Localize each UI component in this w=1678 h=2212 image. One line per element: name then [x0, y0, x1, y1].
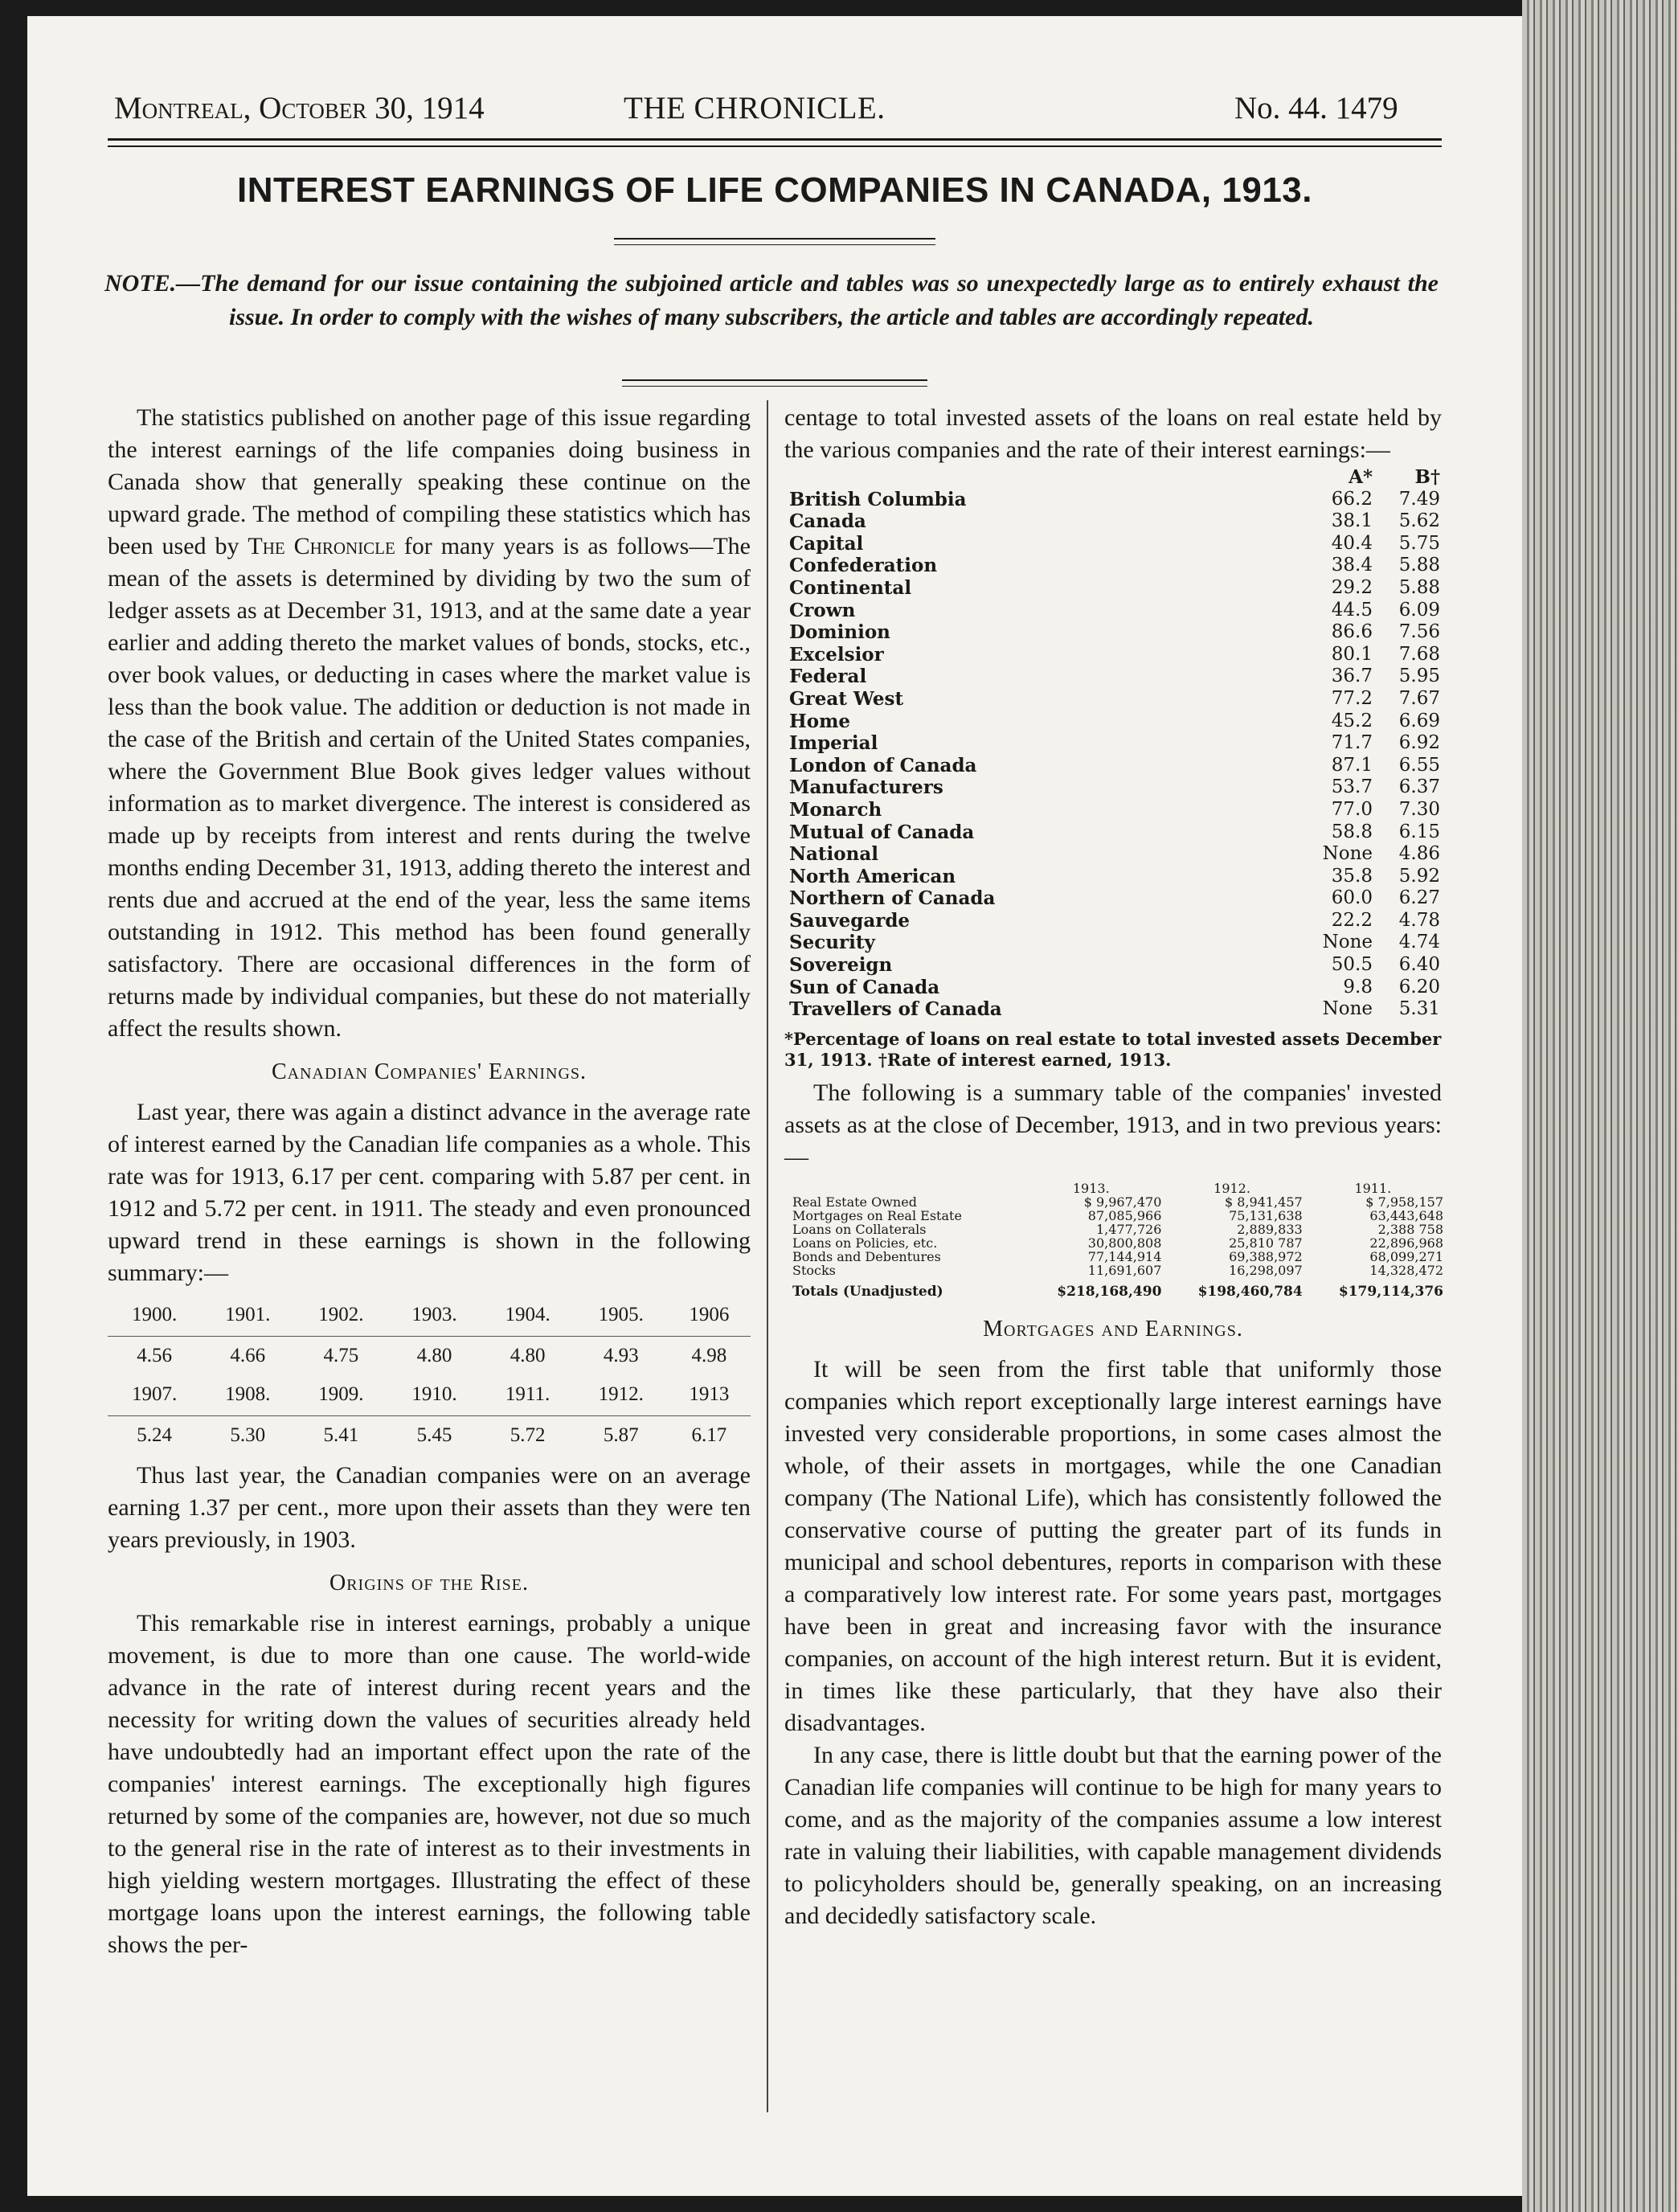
company-row — [789, 732, 1440, 755]
summary-1911: 68,099,271 — [1369, 1248, 1443, 1264]
publication-name: The Chronicle — [248, 533, 395, 559]
rate-cell: 4.66 — [230, 1345, 266, 1366]
title-rule-a — [614, 238, 935, 240]
company-name: Capital — [789, 532, 864, 555]
summary-1912: 2,889,833 — [1237, 1221, 1303, 1237]
rate-cell: 6.17 — [691, 1424, 727, 1446]
company-mortgage-pct: 38.4 — [1331, 555, 1373, 576]
company-interest-rate: 6.27 — [1398, 887, 1440, 909]
company-name: National — [789, 843, 878, 866]
rate-cell: 4.56 — [137, 1345, 172, 1366]
rates-row-2 — [108, 1416, 751, 1456]
summary-1913: 11,691,607 — [1087, 1262, 1162, 1278]
company-interest-rate: 5.88 — [1398, 576, 1440, 598]
company-interest-rate: 5.31 — [1398, 998, 1440, 1020]
company-row — [789, 489, 1440, 511]
company-mortgage-pct: None — [1322, 932, 1373, 953]
summary-1913: 77,144,914 — [1087, 1248, 1162, 1264]
company-mortgage-pct: 9.8 — [1343, 976, 1373, 997]
rates-row-1 — [108, 1337, 751, 1376]
company-row — [789, 510, 1440, 533]
company-name: Excelsior — [789, 643, 884, 666]
company-interest-rate: 5.88 — [1398, 555, 1440, 576]
paragraph-first-table: It will be seen from the first table that uniformly those companies which report exceptionally large interest earnings have invested very considerable proportions, in some cases almost the whole, of their assets in mortgages, while the one Canadian company (The National Life), which has consistently followed the conservative course of putting the greater part of its funds in municipal and school debentures, reports in comparison with these a comparatively low interest rate. For some years past, mortgages have been in great and increasing favor with the insurance companies, on account of the high interest return. But it is evident, in times like these particularly, that they have also their disadvantages. — [784, 1355, 1442, 1736]
year-cell: 1904. — [481, 1296, 575, 1337]
company-interest-rate: 7.56 — [1398, 621, 1440, 643]
company-name: Security — [789, 932, 875, 954]
company-row — [789, 887, 1440, 910]
summary-row — [792, 1195, 1443, 1209]
company-name: Travellers of Canada — [789, 998, 1002, 1021]
header-publication: THE CHRONICLE. — [624, 91, 886, 125]
company-name: Federal — [789, 666, 867, 688]
company-name: North American — [789, 865, 956, 887]
company-row — [789, 910, 1440, 932]
summary-row — [792, 1236, 1443, 1250]
company-mortgage-pct: 44.5 — [1331, 599, 1373, 621]
header-date: Montreal, October 30, 1914 — [114, 91, 485, 125]
paragraph-centage: centage to total invested assets of the loans on real estate held by the various companies and the rate of their interest earnings:— — [784, 404, 1442, 463]
company-name: Imperial — [789, 732, 878, 755]
year-cell: 1900. — [108, 1296, 201, 1337]
rate-summary-table — [108, 1296, 751, 1455]
subhead-origins: Origins of the Rise. — [329, 1571, 529, 1596]
header-rule-top — [108, 138, 1442, 141]
paragraph-any-case: In any case, there is little doubt but that the earning power of the Canadian life companies will continue to be high for many years to come, and as the majority of the companies assume a low interest rate in valuing their liabilities, with capable management dividends to policyholders should be, generally speaking, on an increasing and decidedly satisfactory scale. — [784, 1741, 1442, 1929]
note-rule-a — [622, 379, 927, 381]
company-interest-rate: 6.20 — [1398, 976, 1440, 997]
company-name: Crown — [789, 599, 856, 621]
company-mortgage-pct: 66.2 — [1331, 488, 1373, 510]
summary-1911: $ 7,958,157 — [1365, 1194, 1443, 1210]
rate-cell: 5.30 — [230, 1424, 266, 1446]
summary-1913: $ 9,967,470 — [1083, 1194, 1162, 1210]
company-row — [789, 666, 1440, 688]
company-name: Dominion — [789, 621, 890, 644]
totals-label: Totals (Unadjusted) — [792, 1283, 943, 1300]
year-cell: 1902. — [294, 1296, 387, 1337]
company-row — [789, 555, 1440, 577]
company-mortgage-pct: 77.0 — [1331, 798, 1373, 820]
company-name: Confederation — [789, 555, 938, 577]
company-name: Manufacturers — [789, 776, 943, 799]
company-interest-rate: 4.86 — [1398, 843, 1440, 865]
year-cell: 1903. — [387, 1296, 481, 1337]
company-mortgage-pct: 86.6 — [1331, 621, 1373, 643]
company-name: London of Canada — [789, 754, 977, 776]
company-interest-rate: 6.69 — [1398, 710, 1440, 731]
years-row-2 — [108, 1375, 751, 1416]
company-row — [789, 954, 1440, 977]
companies-footnote: *Percentage of loans on real estate to total invested assets December 31, 1913. †Rate of interest earned, 1913. — [784, 1028, 1442, 1070]
company-row — [789, 776, 1440, 799]
company-interest-rate: 7.30 — [1398, 798, 1440, 820]
companies-header-row — [789, 466, 1440, 489]
summary-1911: 14,328,472 — [1369, 1262, 1443, 1278]
company-mortgage-pct: 35.8 — [1331, 865, 1373, 887]
summary-label: Loans on Collaterals — [792, 1221, 927, 1237]
company-interest-rate: 6.09 — [1398, 599, 1440, 621]
company-interest-rate: 6.37 — [1398, 776, 1440, 798]
company-interest-rate: 6.55 — [1398, 754, 1440, 776]
company-mortgage-pct: 58.8 — [1331, 821, 1373, 842]
company-row — [789, 843, 1440, 866]
editor-note: NOTE.—The demand for our issue containing the subjoined article and tables was so unexpectedly large as to entirely exhaust the issue. In order to comply with the wishes of many subscribers, the article and tables are accordingly repeated. — [104, 270, 1439, 330]
company-interest-rate: 7.67 — [1398, 687, 1440, 709]
company-interest-rate: 6.40 — [1398, 954, 1440, 976]
title-rule-b — [614, 244, 935, 245]
summary-header-row — [792, 1182, 1443, 1195]
company-mortgage-pct: None — [1322, 998, 1373, 1020]
company-mortgage-pct: 36.7 — [1331, 666, 1373, 687]
company-mortgage-pct: None — [1322, 843, 1373, 865]
company-mortgage-pct: 40.4 — [1331, 532, 1373, 554]
year-cell: 1910. — [387, 1375, 481, 1416]
paragraph-remarkable: This remarkable rise in interest earnings, probably a unique movement, is due to more than one cause. The world-wide advance in the rate of interest during recent years and the necessity for writing down the values of securities already held have undoubtedly had an important effect upon the rate of the companies' interest earnings. The exceptionally high figures returned by some of the companies are, however, not due so much to the general rise in the rate of interest as to their investments in high yielding western mortgages. Illustrating the effect of these mortgage loans upon the interest earnings, the following table shows the per- — [108, 1610, 751, 1958]
summary-1912: 16,298,097 — [1229, 1262, 1303, 1278]
summary-row — [792, 1250, 1443, 1264]
article-title: INTEREST EARNINGS OF LIFE COMPANIES IN CANADA, 1913. — [236, 170, 1312, 210]
year-cell: 1907. — [108, 1375, 201, 1416]
rate-cell: 5.41 — [323, 1424, 359, 1446]
company-mortgage-pct: 60.0 — [1331, 887, 1373, 909]
company-mortgage-pct: 29.2 — [1331, 576, 1373, 598]
company-name: Great West — [789, 687, 904, 710]
company-row — [789, 711, 1440, 733]
summary-year-header: 1913. — [1072, 1180, 1110, 1196]
company-row — [789, 998, 1440, 1021]
company-mortgage-pct: 45.2 — [1331, 710, 1373, 731]
rate-cell: 4.98 — [691, 1345, 727, 1366]
company-interest-rate: 5.62 — [1398, 510, 1440, 532]
totals-1912: $198,460,784 — [1197, 1283, 1303, 1300]
rate-cell: 4.75 — [323, 1345, 359, 1366]
summary-table — [792, 1182, 1443, 1299]
paragraph-summary-intro: The following is a summary table of the companies' invested assets as at the close of December, 1913, and in two previous years:— — [784, 1079, 1442, 1170]
summary-1912: $ 8,941,457 — [1224, 1194, 1303, 1210]
summary-1911: 22,896,968 — [1369, 1235, 1443, 1251]
company-row — [789, 866, 1440, 888]
company-mortgage-pct: 38.1 — [1331, 510, 1373, 532]
note-rule-b — [622, 386, 927, 387]
company-interest-rate: 5.95 — [1398, 666, 1440, 687]
company-mortgage-pct: 80.1 — [1331, 643, 1373, 665]
summary-1912: 25,810 787 — [1229, 1235, 1303, 1251]
summary-1913: 1,477,726 — [1095, 1221, 1162, 1237]
summary-1912: 75,131,638 — [1229, 1207, 1303, 1223]
summary-1912: 69,388,972 — [1229, 1248, 1303, 1264]
company-interest-rate: 7.49 — [1398, 488, 1440, 510]
summary-label: Stocks — [792, 1262, 836, 1278]
year-cell: 1906 — [668, 1296, 751, 1337]
rate-cell: 5.45 — [416, 1424, 452, 1446]
rate-cell: 4.80 — [510, 1345, 546, 1366]
summary-label: Real Estate Owned — [792, 1194, 917, 1210]
company-interest-rate: 5.92 — [1398, 865, 1440, 887]
summary-label: Loans on Policies, etc. — [792, 1235, 938, 1251]
book-page-edges — [1522, 0, 1678, 2212]
left-column — [108, 402, 751, 1961]
summary-1913: 87,085,966 — [1087, 1207, 1162, 1223]
years-row-1 — [108, 1296, 751, 1337]
subhead-mortgages: Mortgages and Earnings. — [983, 1316, 1243, 1342]
company-name: Sauvegarde — [789, 909, 911, 932]
company-name: Home — [789, 710, 851, 732]
summary-1913: 30,800,808 — [1087, 1235, 1162, 1251]
year-cell: 1909. — [294, 1375, 387, 1416]
company-mortgage-pct: 22.2 — [1331, 909, 1373, 931]
paragraph-method — [108, 402, 751, 1045]
company-mortgage-pct: 53.7 — [1331, 776, 1373, 798]
summary-label: Mortgages on Real Estate — [792, 1207, 962, 1223]
company-name: Mutual of Canada — [789, 821, 975, 843]
company-interest-rate: 6.92 — [1398, 732, 1440, 754]
company-name: British Columbia — [789, 488, 967, 510]
year-cell: 1908. — [201, 1375, 294, 1416]
summary-1911: 63,443,648 — [1369, 1207, 1443, 1223]
company-name: Sovereign — [789, 954, 893, 977]
col-b-header: B† — [1414, 466, 1440, 488]
rate-cell: 5.72 — [510, 1424, 546, 1446]
totals-1913: $218,168,490 — [1057, 1283, 1162, 1300]
year-cell: 1905. — [575, 1296, 668, 1337]
paragraph-method-post: for many years is as follows—The mean of the assets is determined by dividing by two the sum of ledger assets as at December 31, 1913, and at the same date a year earlier and adding thereto the market values of bonds, stocks, etc., over book values, or deducting in cases where the market value is less than the book value. The addition or deduction is not made in the case of the British and certain of the United States companies, where the Government Blue Book gives ledger values without information as to market divergence. The interest is considered as made up by receipts from interest and rents during the twelve months ending December 31, 1913, adding thereto the interest and rents due and accrued at the end of the year, less the same items outstanding in 1912. This method has been found generally satisfactory. There are occasional differences in the form of returns made by individual companies, but these do not materially affect the results shown. — [108, 533, 751, 1042]
company-row — [789, 821, 1440, 844]
column-divider — [767, 400, 768, 2112]
summary-label: Bonds and Debentures — [792, 1248, 941, 1264]
year-cell: 1901. — [201, 1296, 294, 1337]
rate-cell: 5.87 — [603, 1424, 639, 1446]
company-row — [789, 600, 1440, 622]
newspaper-page — [27, 16, 1522, 2196]
company-interest-rate: 4.78 — [1398, 909, 1440, 931]
companies-table — [789, 466, 1440, 1021]
company-interest-rate: 6.15 — [1398, 821, 1440, 842]
company-row — [789, 932, 1440, 954]
summary-1911: 2,388 758 — [1377, 1221, 1443, 1237]
rate-cell: 5.24 — [137, 1424, 172, 1446]
col-a-header: A* — [1349, 466, 1373, 488]
header-issue-page: No. 44. 1479 — [1234, 91, 1398, 125]
summary-row — [792, 1209, 1443, 1223]
rate-cell: 4.93 — [603, 1345, 639, 1366]
company-row — [789, 977, 1440, 999]
company-mortgage-pct: 87.1 — [1331, 754, 1373, 776]
company-interest-rate: 4.74 — [1398, 932, 1440, 953]
summary-totals-row — [792, 1277, 1443, 1299]
paragraph-advance: Last year, there was again a distinct advance in the average rate of interest earned by the Canadian life companies as a whole. This rate was for 1913, 6.17 per cent. comparing with 5.87 per cent. in 1912 and 5.72 per cent. in 1911. The steady and even pronounced upward trend in these earnings is shown in the following summary:— — [108, 1099, 751, 1286]
company-row — [789, 799, 1440, 821]
company-name: Northern of Canada — [789, 887, 996, 910]
paragraph-thus: Thus last year, the Canadian companies were on an average earning 1.37 per cent., more upon their assets than they were ten years previously, in 1903. — [108, 1462, 751, 1553]
totals-1911: $179,114,376 — [1338, 1283, 1443, 1300]
company-mortgage-pct: 71.7 — [1331, 732, 1373, 754]
year-cell: 1911. — [481, 1375, 575, 1416]
company-row — [789, 644, 1440, 666]
company-mortgage-pct: 50.5 — [1331, 954, 1373, 976]
company-interest-rate: 5.75 — [1398, 532, 1440, 554]
summary-row — [792, 1223, 1443, 1236]
subhead-canadian-earnings: Canadian Companies' Earnings. — [271, 1059, 587, 1084]
paragraph-method-pre: The statistics published on another page of this issue regarding the interest earnings of the life companies doing business in Canada show that generally speaking these continue on the upward grade. The method of compiling these statistics which has been used by — [108, 404, 751, 559]
header-rule-bottom — [108, 145, 1442, 147]
company-row — [789, 621, 1440, 644]
company-name: Sun of Canada — [789, 976, 940, 998]
rate-cell: 4.80 — [416, 1345, 452, 1366]
year-cell: 1913 — [668, 1375, 751, 1416]
right-column — [784, 402, 1442, 1932]
company-name: Monarch — [789, 798, 882, 821]
company-row — [789, 755, 1440, 777]
summary-year-header: 1911. — [1354, 1180, 1392, 1196]
company-row — [789, 577, 1440, 600]
company-row — [789, 533, 1440, 555]
year-cell: 1912. — [575, 1375, 668, 1416]
company-interest-rate: 7.68 — [1398, 643, 1440, 665]
summary-year-header: 1912. — [1213, 1180, 1250, 1196]
company-name: Continental — [789, 576, 912, 599]
company-mortgage-pct: 77.2 — [1331, 687, 1373, 709]
company-row — [789, 688, 1440, 711]
summary-row — [792, 1264, 1443, 1277]
company-name: Canada — [789, 510, 866, 533]
